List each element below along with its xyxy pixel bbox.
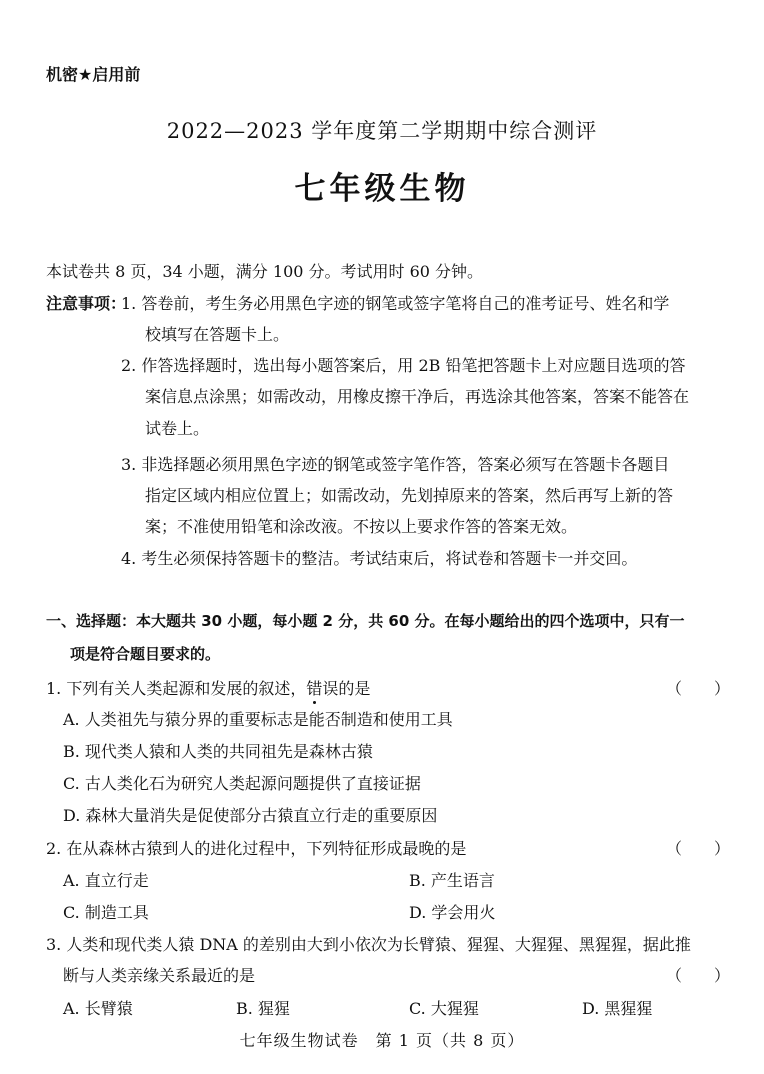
question-option: C. 制造工具	[63, 903, 149, 922]
question-option: D. 森林大量消失是促使部分古猿直立行走的重要原因	[63, 806, 438, 825]
question-option: A. 人类祖先与猿分界的重要标志是能否制造和使用工具	[63, 710, 453, 729]
note-line: 2. 作答选择题时，选出每小题答案后，用 2B 铅笔把答题卡上对应题目选项的答	[121, 356, 686, 375]
question-option: C. 大猩猩	[409, 999, 479, 1018]
question-stem: 2. 在从森林古猿到人的进化过程中，下列特征形成最晚的是	[46, 839, 467, 858]
question-option: A. 长臂猿	[63, 999, 133, 1018]
question-option: D. 黑猩猩	[582, 999, 653, 1018]
note-line: 校填写在答题卡上。	[145, 325, 290, 344]
emphasis-char: 错	[306, 679, 323, 698]
note-line: 案信息点涂黑；如需改动，用橡皮擦干净后，再选涂其他答案，答案不能答在	[145, 387, 690, 406]
question-stem: 3. 人类和现代类人猿 DNA 的差别由大到小依次为长臂猿、猩猩、大猩猩、黑猩猩，据此推	[46, 935, 691, 954]
answer-bracket: （ ）	[666, 966, 731, 985]
question-option: B. 猩猩	[236, 999, 290, 1018]
subject-title: 七年级生物	[294, 171, 470, 207]
question-option: B. 现代类人猿和人类的共同祖先是森林古猿	[63, 742, 373, 761]
section-heading: 一、选择题：本大题共 30 小题，每小题 2 分，共 60 分。在每小题给出的四个选项中，只有一	[46, 612, 685, 630]
note-line: 3. 非选择题必须用黑色字迹的钢笔或签字笔作答，答案必须写在答题卡各题目	[121, 455, 670, 474]
exam-intro: 本试卷共 8 页，34 小题，满分 100 分。考试用时 60 分钟。	[46, 262, 484, 281]
answer-bracket: （ ）	[666, 839, 731, 858]
question-option: D. 学会用火	[409, 903, 496, 922]
notes-label: 注意事项：	[46, 294, 127, 313]
question-stem: 1. 下列有关人类起源和发展的叙述，错误的是	[46, 679, 371, 698]
question-option: A. 直立行走	[63, 871, 149, 890]
note-line: 1. 答卷前，考生务必用黑色字迹的钢笔或签字笔将自己的准考证号、姓名和学	[121, 294, 670, 313]
note-line: 案；不准使用铅笔和涂改液。不按以上要求作答的答案无效。	[145, 517, 578, 536]
answer-bracket: （ ）	[666, 679, 731, 698]
exam-title: 2022—2023 学年度第二学期期中综合测评	[166, 119, 598, 143]
note-line: 指定区域内相应位置上；如需改动，先划掉原来的答案，然后再写上新的答	[145, 486, 674, 505]
confidential-label: 机密★启用前	[46, 65, 141, 84]
note-line: 试卷上。	[145, 419, 210, 438]
question-option: C. 古人类化石为研究人类起源问题提供了直接证据	[63, 774, 421, 793]
note-line: 4. 考生必须保持答题卡的整洁。考试结束后，将试卷和答题卡一并交回。	[121, 549, 638, 568]
question-stem: 断与人类亲缘关系最近的是	[63, 966, 256, 985]
question-option: B. 产生语言	[409, 871, 495, 890]
page-footer: 七年级生物试卷 第 1 页（共 8 页）	[239, 1031, 525, 1050]
section-heading: 项是符合题目要求的。	[70, 645, 221, 663]
